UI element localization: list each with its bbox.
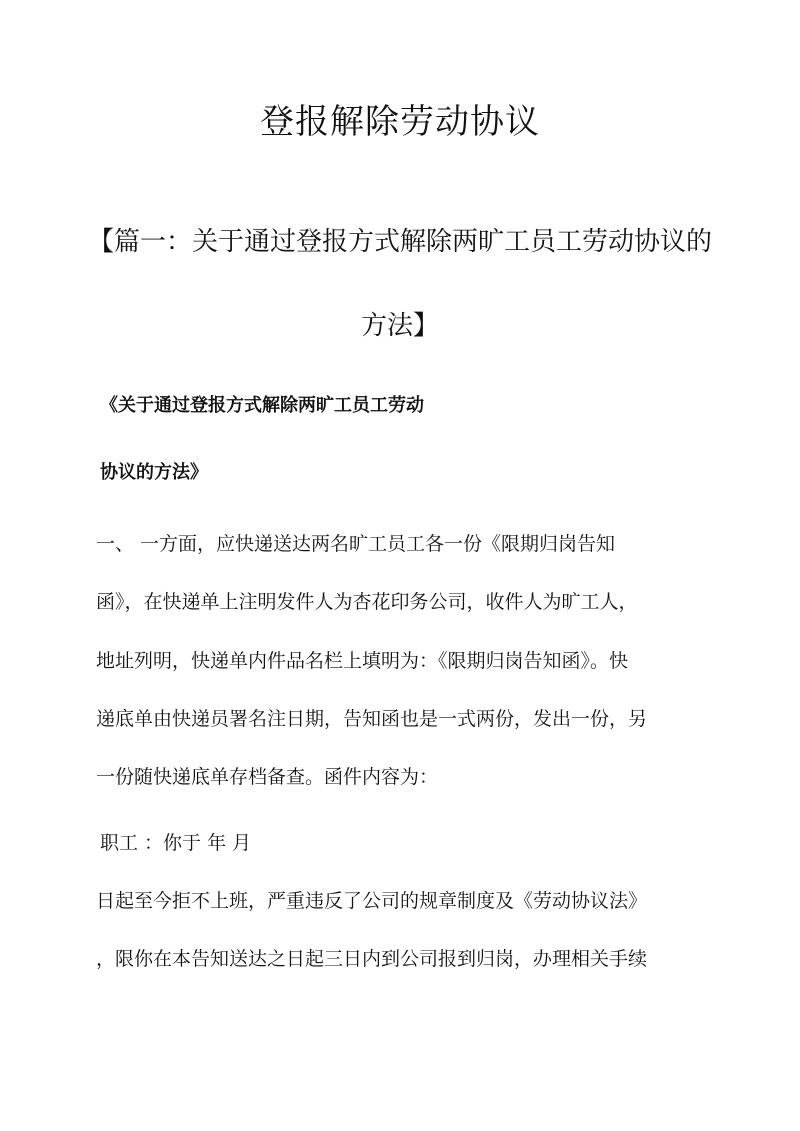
quoted-title-line-2: 协议的方法》 [100, 462, 208, 483]
body-paragraph [96, 515, 696, 806]
quoted-title-line-1: 《关于通过登报方式解除两旷工员工劳动 [100, 395, 424, 416]
body-line: 一、 一方面，应快递送达两名旷工员工各一份《限期归岗告知 [96, 533, 616, 555]
body-line: 一份随快递底单存档备查。函件内容为： [96, 766, 439, 789]
body-line: 函》，在快递单上注明发件人为杏花印务公司，收件人为旷工人， [96, 591, 638, 614]
section-heading-line-2: 方法】 [360, 311, 439, 341]
staff-notice-line: 职工 ：你于 年 月 [100, 832, 252, 854]
section-heading [70, 200, 730, 368]
notice-line: ，限你在本告知送达之日起三日内到公司报到归岗，办理相关手续 [96, 948, 648, 970]
body-line: 地址列明，快递单内件品名栏上填明为：《限期归岗告知函》。快 [96, 649, 629, 672]
body-line: 递底单由快递员署名注日期，告知函也是一式两份，发出一份，另 [96, 707, 648, 730]
section-heading-line-1: 【篇一：关于通过登报方式解除两旷工员工劳动协议的 [87, 227, 712, 257]
notice-line: 日起至今拒不上班，严重违反了公司的规章制度及《劳动协议法》 [96, 890, 648, 912]
notice-body [96, 872, 696, 988]
document-title: 登报解除劳动协议 [260, 102, 540, 142]
